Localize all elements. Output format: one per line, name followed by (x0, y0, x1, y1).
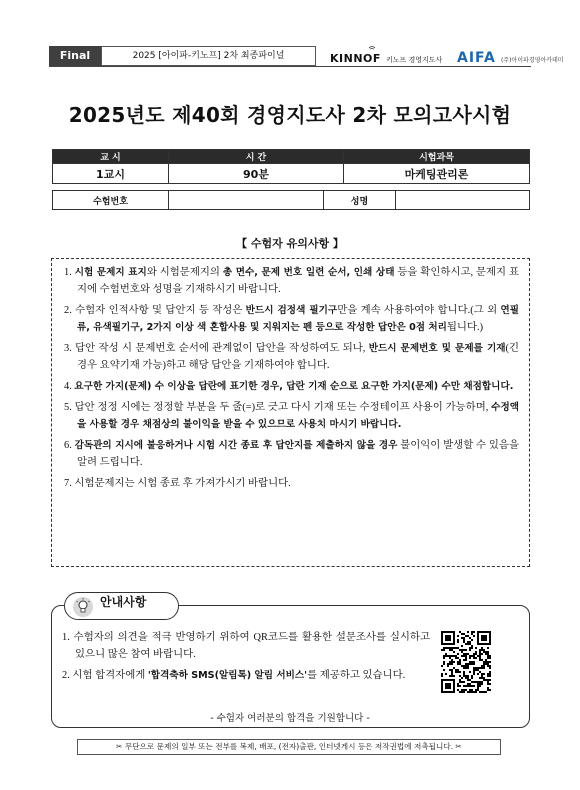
lightbulb-icon (73, 597, 93, 617)
time-value: 90분 (169, 164, 344, 184)
notice-list (52, 259, 529, 493)
notice-item-text: 답안 작성 시 문제번호 순서에 관계없이 답안을 작성하여도 되나, (75, 342, 369, 354)
notice-item (64, 438, 519, 472)
notice-item-text: 감독관의 지시에 불응하거나 시험 시간 종료 후 답안지를 제출하지 않을 경우 (74, 440, 398, 452)
notice-item-text: 수험자 인적사항 및 답안지 등 작성은 (75, 304, 246, 316)
guide-item (62, 630, 430, 663)
notice-item-text: 답안 정정 시에는 정정할 부분을 두 줄(=)로 긋고 다시 기재 또는 수정테이프 사용이 가능하며, (74, 402, 492, 414)
notice-item-text: (긴 경우 요약기재 가능)하고 해당 답안을 기재하여야 합니다. (77, 342, 519, 371)
qr-code-icon[interactable] (441, 631, 491, 693)
notice-item (64, 379, 519, 396)
page-title: 2025년도 제40회 경영지도사 2차 모의고사시험 (68, 103, 512, 127)
scissors-icon: ✂ (116, 742, 123, 751)
notice-item (64, 265, 519, 299)
header-bar (49, 46, 564, 68)
guide-list (62, 630, 430, 690)
notice-item-text: 반드시 문제번호 및 문제를 기재 (368, 342, 506, 354)
notice-title: 【 수험자 유의사항 】 (236, 237, 344, 250)
kinnof-logo (330, 47, 450, 65)
notice-item-text: 불이익이 발생할 수 있음을 알려 드립니다. (77, 440, 519, 468)
copyright-text: 무단으로 문제의 일부 또는 전부를 복제, 배포, (전자)출판, 인터넷게시 등은 저작권법에 저촉됩니다. (124, 742, 454, 751)
notice-item-text: 만을 계속 사용하여야 합니다.(그 외 (337, 304, 501, 316)
notice-item-number: 5. (64, 402, 72, 414)
notice-item-text: 총 면수, 문제 번호 일련 순서, 인쇄 상태 (222, 267, 395, 278)
candidate-id-row (53, 191, 530, 210)
notice-item-text: 수정액을 사용할 경우 채점상의 불이익을 받을 수 있으므로 사용치 마시기 바랍니다. (77, 402, 519, 430)
kinnof-sub-text: 키노프 경영지도사 (386, 56, 443, 64)
notice-item-text: 등을 확인하시고, 문제지 표지에 수험번호와 성명을 기재하시기 바랍니다. (77, 267, 519, 295)
time-header: 시 간 (169, 150, 344, 164)
wifi-icon (368, 44, 376, 52)
exam-info-header-row (53, 150, 530, 164)
final-tag: Final (49, 46, 101, 66)
period-value: 1교시 (53, 164, 169, 184)
guide-label (64, 592, 179, 620)
notice-item-text: 시험문제지는 시험 종료 후 가져가시기 바랍니다. (74, 478, 291, 490)
notice-item (64, 341, 519, 375)
notice-item-number: 1. (64, 267, 72, 278)
notice-item-text: 연필류, 유색필기구, 2가지 이상 색 혼합사용 및 지워지는 펜 등으로 작성한 답안은 0점 처리 (77, 304, 519, 333)
guide-item (62, 668, 430, 685)
candidate-id-table (52, 190, 530, 210)
notice-item-text: 됩니다.) (446, 321, 484, 333)
aifa-sub-text: (주)아이파경영아카데미 (500, 57, 564, 64)
exam-info-value-row (53, 164, 530, 184)
guide-item-number: 1. (62, 632, 70, 643)
guide-item-text: 수험자의 의견을 적극 반영하기 위하여 QR코드를 활용한 설문조사를 실시하고 있으니 많은 참여 바랍니다. (73, 632, 430, 660)
notice-item-text: 와 시험문제지의 (146, 267, 223, 278)
subject-value: 마케팅관리론 (344, 164, 530, 184)
notice-item-text: 요구한 가지(문제) 수 이상을 답란에 표기한 경우, 답란 기재 순으로 요구한 가지(문제) 수만 채점합니다. (74, 380, 514, 392)
notice-item-number: 7. (64, 478, 72, 490)
notice-item-number: 6. (64, 440, 72, 452)
kinnof-logo-text: KINNOF (330, 52, 381, 65)
period-header: 교 시 (53, 150, 169, 164)
notice-item-text: 시험 문제지 표지 (74, 267, 147, 278)
exam-info-table (52, 149, 530, 184)
scissors-icon: ✂ (455, 742, 462, 751)
exam-subtitle: 2025 [아이파-키노프] 2차 최종파이널 (101, 46, 316, 66)
guide-item-number: 2. (62, 670, 70, 682)
guide-item-text: 시험 합격자에게 (72, 670, 148, 682)
good-luck-message: - 수험자 여러분의 합격을 기원합니다 - (210, 713, 370, 724)
aifa-logo (457, 47, 580, 65)
notice-item-text: 반드시 검정색 필기구 (245, 304, 338, 316)
exam-number-label: 수험번호 (53, 191, 169, 210)
exam-number-field[interactable] (169, 191, 324, 210)
notice-item (64, 400, 519, 434)
notice-item-number: 4. (64, 380, 72, 392)
header-divider (49, 66, 531, 67)
subject-header: 시험과목 (344, 150, 530, 164)
guide-item-text: '합격축하 SMS(알림톡) 알림 서비스' (147, 670, 308, 682)
name-field[interactable] (396, 191, 530, 210)
notice-item-number: 2. (64, 304, 72, 316)
notice-item-number: 3. (64, 342, 72, 354)
notice-box (51, 258, 530, 567)
name-label: 성명 (324, 191, 396, 210)
aifa-logo-text: AIFA (457, 50, 496, 66)
guide-item-text: 를 제공하고 있습니다. (307, 670, 406, 682)
copyright-footer (77, 739, 501, 755)
notice-item (64, 303, 519, 337)
guide-title: 안내사항 (100, 595, 147, 609)
notice-item (64, 476, 519, 493)
